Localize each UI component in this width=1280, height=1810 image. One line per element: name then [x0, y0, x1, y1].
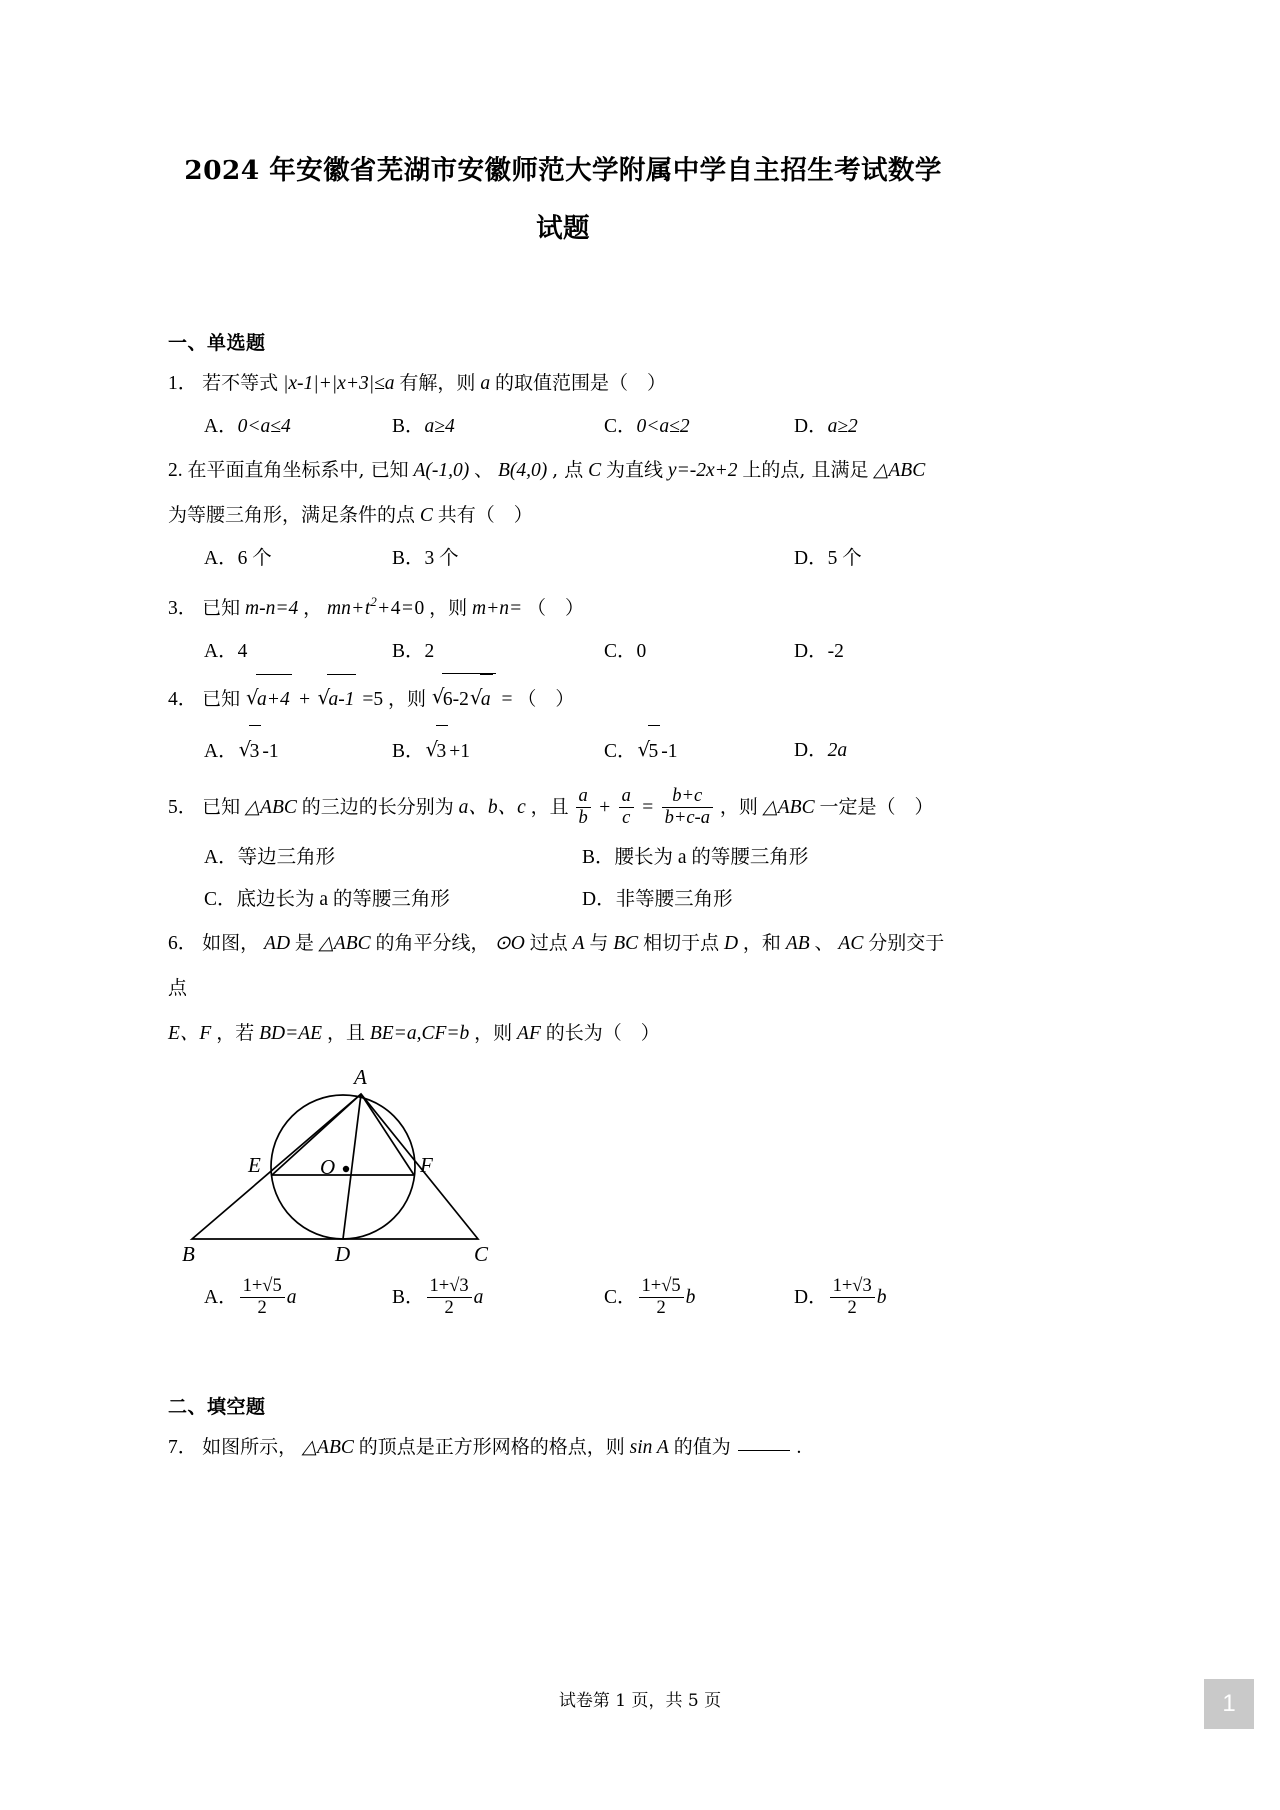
option-c-denominator: 2 — [639, 1297, 684, 1319]
question-3-options — [168, 631, 958, 673]
option-b-label: B． — [392, 640, 425, 662]
option-c-value: 0<a≤2 — [636, 416, 690, 437]
option-b-label: B． — [392, 1286, 425, 1308]
question-6-point-a: A — [572, 932, 585, 954]
option-c[interactable] — [604, 1270, 794, 1326]
question-5-text-b: 的三边的长分别为 — [301, 795, 454, 818]
segment-ae — [272, 1094, 361, 1175]
option-c[interactable] — [204, 879, 582, 921]
option-c-label: C． — [604, 740, 637, 762]
exponent-2: 2 — [370, 595, 377, 609]
question-2-point-c-2: C — [419, 505, 433, 526]
figure-label-a: A — [354, 1064, 367, 1089]
question-6-text-j: ，若 — [216, 1021, 255, 1044]
question-7-text-c: 的值为 — [673, 1435, 731, 1458]
page-number-badge: 1 — [1204, 1679, 1254, 1729]
question-1-expression: |x-1|+|x+3|≤a — [283, 373, 395, 394]
question-2-text-e: 为等腰三角形，满足条件的点 — [168, 504, 416, 526]
question-4-expression-2-tail: = — [501, 688, 513, 710]
question-3-text-a: 已知 — [202, 596, 241, 619]
fraction-1-denominator: b — [576, 807, 591, 829]
option-a-tail: -1 — [262, 740, 279, 762]
option-a-numerator: 1+√5 — [242, 1274, 282, 1296]
option-a-label: A． — [204, 740, 238, 762]
circle-o — [271, 1095, 415, 1239]
question-4-radicand-1: a+4 — [256, 674, 292, 725]
question-6-text-m: 的长为（ ） — [545, 1021, 660, 1044]
question-2-point-b: B(4,0) — [498, 460, 548, 481]
option-b-label: B． — [392, 548, 425, 569]
question-6-text-g: ，和 — [742, 931, 781, 954]
option-a-fraction — [240, 1276, 285, 1319]
option-d-value: 5 个 — [827, 548, 862, 569]
equals-operator: = — [642, 796, 654, 818]
segment-af — [361, 1094, 414, 1175]
option-d-label: D． — [794, 640, 828, 662]
option-c[interactable] — [604, 406, 794, 448]
question-3-text-b: ，则 — [429, 596, 468, 619]
question-6-text-i: 分别交于点 — [168, 931, 945, 999]
option-a-value: 0<a≤4 — [237, 416, 291, 437]
option-c[interactable] — [604, 631, 794, 673]
fraction-2 — [619, 786, 634, 829]
option-d-numerator: 1+√3 — [832, 1274, 872, 1296]
question-2-text-d: 上的点, 且满足 — [742, 459, 869, 481]
question-2-text-f: 共有（ ） — [437, 504, 533, 526]
option-a-radicand: 3 — [249, 725, 262, 778]
option-d[interactable] — [794, 538, 862, 580]
option-c[interactable] — [604, 725, 794, 778]
question-7 — [168, 1425, 958, 1470]
sqrt-icon — [239, 725, 262, 778]
option-d[interactable] — [794, 1270, 886, 1326]
option-a[interactable] — [204, 725, 392, 778]
question-5-text-d: ，则 — [719, 795, 758, 818]
question-6-text-f: 相切于点 — [643, 931, 720, 954]
document-content — [168, 120, 958, 1470]
option-a[interactable] — [204, 837, 582, 879]
question-2-triangle: △ABC — [873, 460, 926, 481]
option-c-label: C． — [604, 640, 637, 662]
option-d-value: 非等腰三角形 — [615, 888, 733, 910]
question-1 — [168, 361, 958, 406]
question-5-text-e: 一定是（ ） — [819, 795, 934, 818]
geometry-figure-circle-triangle — [178, 1062, 508, 1270]
fraction-3-denominator: b+c-a — [662, 807, 713, 829]
fraction-1-numerator: a — [578, 784, 588, 806]
option-a-tail: a — [286, 1286, 297, 1308]
page-title — [168, 120, 958, 258]
option-c-label: C． — [604, 416, 637, 437]
page-title-line-2: 试题 — [536, 213, 590, 244]
question-7-expression: sin A — [629, 1436, 669, 1458]
option-b-value: 腰长为 a 的等腰三角形 — [614, 846, 809, 868]
option-a-label: A． — [204, 846, 238, 868]
question-6-text-b: 是 — [294, 931, 314, 954]
option-c-value: 底边长为 a 的等腰三角形 — [236, 888, 450, 910]
option-a-label: A． — [204, 640, 238, 662]
question-4-options — [168, 725, 958, 778]
option-b-value: a≥4 — [424, 416, 455, 437]
fraction-3-numerator: b+c — [672, 784, 703, 806]
question-6-equation-1: BD=AE — [259, 1022, 323, 1044]
figure-label-f: F — [420, 1152, 433, 1177]
section-heading-fill-in-blank: 二、填空题 — [168, 1395, 266, 1418]
option-a[interactable] — [204, 538, 392, 580]
option-b[interactable] — [392, 725, 604, 778]
figure-label-c: C — [474, 1241, 489, 1266]
option-b-numerator: 1+√3 — [429, 1274, 469, 1296]
option-d-fraction — [830, 1276, 875, 1319]
question-7-number: 7． — [168, 1436, 198, 1458]
option-d[interactable] — [794, 725, 847, 778]
option-a-label: A． — [204, 416, 238, 437]
question-6-segment-af: AF — [517, 1022, 541, 1044]
question-5-text-a: 已知 — [202, 795, 241, 818]
question-5-number: 5． — [168, 796, 198, 818]
option-b-tail: a — [473, 1286, 484, 1308]
question-4-number: 4． — [168, 688, 198, 710]
question-2-separator: 、 — [474, 459, 494, 481]
option-c[interactable] — [604, 538, 794, 580]
option-b-label: B． — [392, 740, 425, 762]
question-6-circle-o: ⊙O — [494, 932, 525, 954]
question-6-segment-ac: AC — [838, 932, 864, 954]
option-d-label: D． — [794, 739, 828, 761]
page-footer: 试卷第 1 页，共 5 页 — [558, 1691, 722, 1711]
option-d-denominator: 2 — [830, 1297, 875, 1319]
option-a[interactable] — [204, 406, 392, 448]
question-7-text-d: . — [796, 1436, 802, 1458]
option-b-denominator: 2 — [427, 1297, 472, 1319]
question-6-equation-2: BE=a,CF=b — [369, 1022, 470, 1044]
sqrt-icon — [426, 725, 449, 778]
option-c-fraction — [639, 1276, 684, 1319]
question-2-text-a: 在平面直角坐标系中, 已知 — [187, 459, 409, 481]
option-b-value: 2 — [424, 640, 435, 662]
option-a-label: A． — [204, 548, 238, 569]
fraction-3 — [662, 786, 713, 829]
sqrt-icon — [246, 674, 292, 725]
option-c-value: 0 — [636, 640, 647, 662]
question-2-point-a: A(-1,0) — [413, 460, 470, 481]
sqrt-icon — [432, 673, 496, 725]
option-d-value: a≥2 — [827, 416, 858, 437]
section-heading-multiple-choice: 一、单选题 — [168, 332, 266, 354]
question-6-text-h: 、 — [814, 931, 834, 954]
question-4-outer-value: 6-2 — [442, 688, 469, 710]
option-d-label: D． — [794, 1286, 828, 1308]
center-point-o — [343, 1166, 349, 1172]
question-2-options — [168, 538, 958, 580]
option-b[interactable] — [582, 837, 960, 879]
option-d-label: D． — [582, 888, 616, 910]
option-b-value: 3 个 — [424, 548, 459, 569]
question-4-text-b: ，则 — [387, 687, 426, 710]
option-a-value: 6 个 — [237, 548, 272, 569]
question-6-segment-bc: BC — [613, 932, 639, 954]
question-4-text-c: （ ） — [517, 687, 575, 710]
option-c-tail: b — [685, 1286, 696, 1308]
option-a-value: 4 — [237, 640, 248, 662]
question-6-text-a: 如图， — [202, 931, 260, 954]
option-b-fraction — [427, 1276, 472, 1319]
question-6-text-k: ，且 — [326, 1021, 365, 1044]
question-6-points-ef: E、F — [168, 1022, 212, 1044]
question-6-triangle: △ABC — [318, 932, 371, 954]
option-b-tail: +1 — [449, 740, 471, 762]
question-5-triangle-2: △ABC — [762, 796, 815, 818]
question-5-options-row-2 — [168, 879, 958, 921]
question-6-line-2 — [168, 1011, 958, 1056]
option-a-denominator: 2 — [240, 1297, 285, 1319]
question-5-text-c: ，且 — [530, 795, 569, 818]
question-3 — [168, 580, 958, 631]
option-b-label: B． — [392, 416, 425, 437]
question-1-options — [168, 406, 958, 448]
question-6-line-1 — [168, 921, 958, 1011]
question-6-segment-ab: AB — [785, 932, 810, 954]
option-c-tail: -1 — [661, 740, 678, 762]
option-a-label: A． — [204, 1286, 238, 1308]
question-5-triangle: △ABC — [245, 796, 297, 818]
question-6-text-e: 与 — [589, 931, 609, 954]
option-b-radicand: 3 — [436, 725, 449, 778]
question-2-line-equation: y=-2x+2 — [667, 460, 738, 481]
question-6-text-l: ，则 — [474, 1021, 513, 1044]
question-4-outer-radicand — [442, 673, 496, 725]
question-5-variables: a、b、c — [458, 796, 526, 818]
question-2-line-2 — [168, 493, 958, 538]
option-c-label: C． — [604, 1286, 637, 1308]
question-2-line-1 — [168, 448, 958, 493]
question-4-text-a: 已知 — [202, 687, 241, 710]
question-7-text-b: 的顶点是正方形网格的格点，则 — [358, 1435, 625, 1458]
question-3-expression-3: m+n= — [472, 597, 523, 619]
figure-label-o: O — [320, 1154, 336, 1179]
question-6-number: 6． — [168, 932, 198, 954]
option-d-tail: b — [876, 1286, 887, 1308]
page-title-line-1: 2024 年安徽省芜湖市安徽师范大学附属中学自主招生考试数学 — [184, 155, 942, 186]
question-6-segment-ad: AD — [264, 932, 291, 954]
question-3-number: 3． — [168, 597, 198, 619]
option-a[interactable] — [204, 631, 392, 673]
question-3-comma: ， — [303, 596, 323, 619]
option-b[interactable] — [392, 406, 604, 448]
question-6-options — [168, 1270, 958, 1326]
fraction-2-numerator: a — [621, 784, 631, 806]
question-6-figure-container — [168, 1062, 958, 1270]
figure-label-e: E — [248, 1152, 261, 1177]
option-b[interactable] — [392, 631, 604, 673]
question-1-text-c: 的取值范围是（ ） — [494, 372, 666, 394]
sqrt-icon — [638, 725, 661, 778]
question-6-point-d: D — [723, 932, 739, 954]
sqrt-icon — [470, 674, 493, 725]
question-6-text-c: 的角平分线， — [375, 931, 490, 954]
option-d-value: -2 — [827, 640, 844, 662]
option-d[interactable] — [794, 631, 844, 673]
question-4-inner-radicand: a — [480, 674, 493, 725]
option-c-label: C． — [204, 888, 237, 910]
question-4-expression-1-tail: =5 — [362, 688, 384, 710]
question-7-triangle: △ABC — [302, 1436, 354, 1458]
question-1-text-b: 有解，则 — [399, 372, 476, 394]
option-b[interactable] — [392, 1270, 604, 1326]
question-1-number: 1． — [168, 373, 198, 394]
question-2-number: 2. — [168, 460, 183, 481]
figure-label-d: D — [335, 1241, 351, 1266]
question-4-radicand-2: a-1 — [327, 674, 356, 725]
option-d[interactable] — [794, 406, 858, 448]
fraction-1 — [576, 786, 591, 829]
figure-label-b: B — [182, 1241, 195, 1266]
option-a-value: 等边三角形 — [237, 846, 336, 868]
question-2-point-c: C — [588, 460, 602, 481]
question-5-options-row-1 — [168, 837, 958, 879]
plus-operator: + — [599, 796, 611, 818]
question-5 — [168, 778, 958, 837]
question-1-text-a: 若不等式 — [202, 372, 279, 394]
option-d-value: 2a — [827, 739, 848, 761]
option-d-label: D． — [794, 548, 828, 569]
question-7-text-a: 如图所示， — [202, 1435, 298, 1458]
question-6-text-d: 过点 — [529, 931, 568, 954]
question-3-expression-1: m-n=4 — [245, 597, 299, 619]
question-2-text-b: , 点 — [552, 459, 584, 481]
question-3-expression-2: $mn+t^2+4=0$ — [327, 595, 425, 619]
sqrt-icon — [317, 674, 356, 725]
option-b[interactable] — [392, 538, 604, 580]
option-a[interactable] — [204, 1270, 392, 1326]
option-c-numerator: 1+√5 — [641, 1274, 681, 1296]
option-b-label: B． — [582, 846, 615, 868]
option-c-radicand: 5 — [648, 725, 661, 778]
question-1-variable: a — [480, 373, 491, 394]
question-3-text-c: （ ） — [527, 596, 585, 619]
fraction-2-denominator: c — [619, 807, 634, 829]
question-4: 4． 已知 √ a+4 + √ a-1 =5 ，则 √ 6-2 √ a = （ ） — [168, 673, 958, 725]
option-d[interactable] — [582, 879, 960, 921]
question-2-text-c: 为直线 — [606, 459, 664, 481]
answer-blank[interactable] — [738, 1449, 790, 1451]
option-d-label: D． — [794, 416, 828, 437]
